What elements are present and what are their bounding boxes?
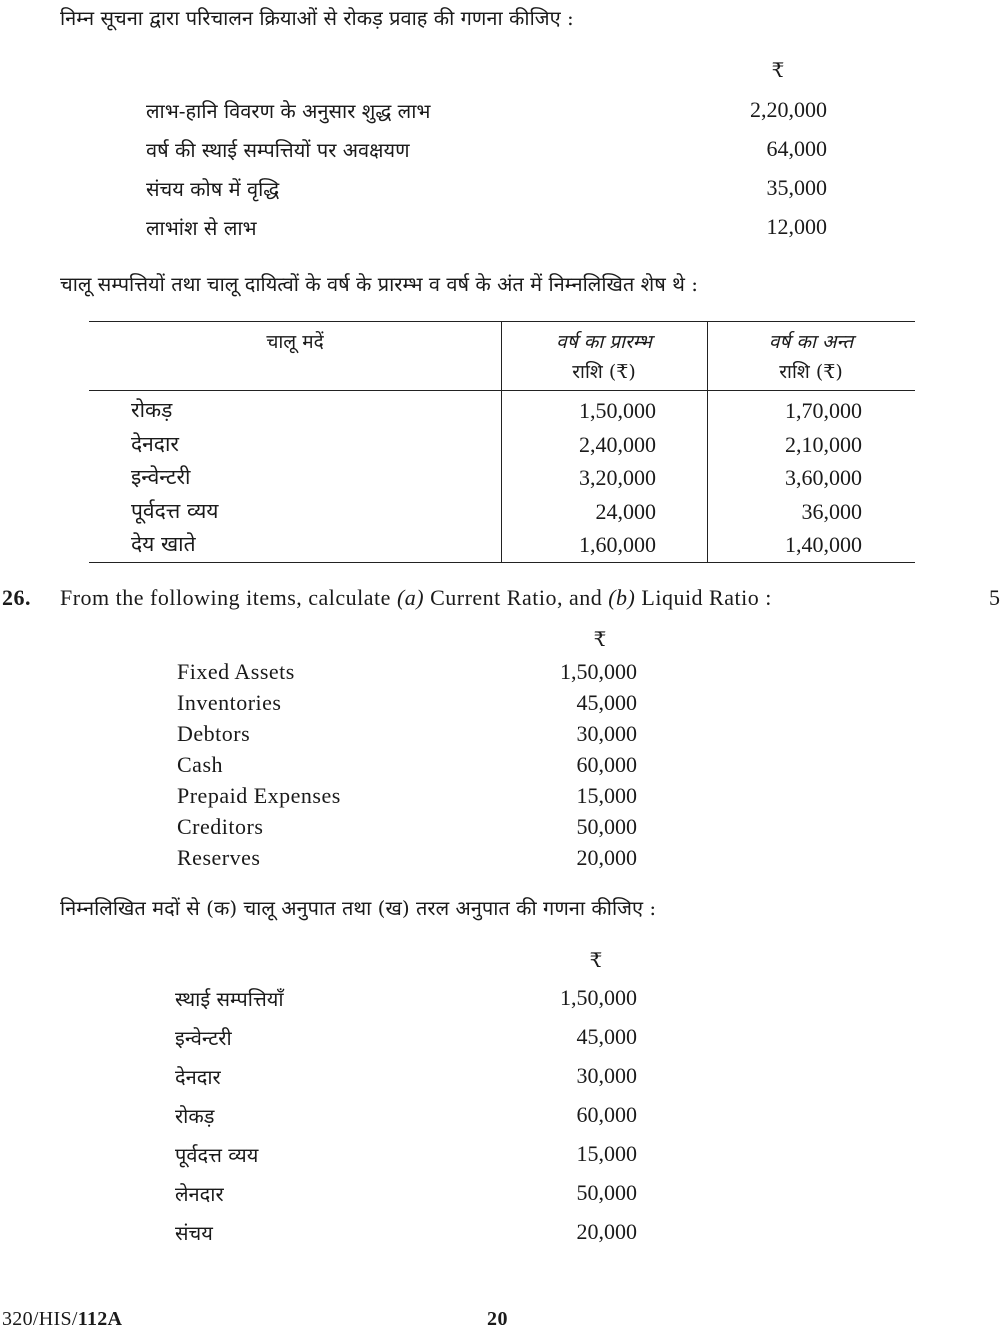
table-cell-start: 3,20,000 bbox=[579, 465, 656, 490]
table-header-end: वर्ष का अन्त bbox=[768, 331, 854, 353]
question-text-part: From the following items, calculate bbox=[60, 585, 391, 610]
english-item-label: Reserves bbox=[177, 845, 261, 870]
cashflow-item-value: 64,000 bbox=[766, 136, 827, 161]
table-cell-start: 24,000 bbox=[595, 499, 656, 524]
english-item-label: Debtors bbox=[177, 721, 251, 746]
hindi-item-value: 20,000 bbox=[576, 1219, 637, 1244]
table-cell-item: देय खाते bbox=[131, 532, 196, 556]
paper-code-suffix: 112A bbox=[77, 1308, 123, 1330]
table-cell-end: 1,40,000 bbox=[785, 532, 862, 557]
hindi-item-label: संचय bbox=[175, 1221, 213, 1245]
hindi-item-value: 60,000 bbox=[576, 1102, 637, 1127]
question-text-part: Current Ratio, and bbox=[430, 585, 603, 610]
cashflow-item-value: 2,20,000 bbox=[750, 97, 827, 122]
question-marker-a: (a) bbox=[396, 585, 425, 610]
question-marker-b: (b) bbox=[608, 585, 636, 610]
table-cell-item: देनदार bbox=[131, 432, 179, 456]
table-cell-item: पूर्वदत्त व्यय bbox=[131, 499, 219, 523]
hindi-item-label: स्थाई सम्पत्तियाँ bbox=[175, 987, 284, 1011]
table-header-start-unit: राशि (₹) bbox=[572, 361, 636, 383]
table-header-rule bbox=[89, 390, 915, 391]
english-item-value: 45,000 bbox=[576, 690, 637, 715]
table-cell-item: इन्वेन्टरी bbox=[131, 465, 191, 489]
hindi-item-label: पूर्वदत्त व्यय bbox=[175, 1143, 259, 1167]
cashflow-item-value: 35,000 bbox=[766, 175, 827, 200]
hindi-item-label: देनदार bbox=[175, 1065, 221, 1089]
paper-code-prefix: 320/HIS/ bbox=[2, 1308, 78, 1330]
english-item-label: Creditors bbox=[177, 814, 264, 839]
table-cell-start: 2,40,000 bbox=[579, 432, 656, 457]
english-item-label: Prepaid Expenses bbox=[177, 783, 341, 808]
question-number: 26. bbox=[2, 585, 31, 610]
table-cell-start: 1,50,000 bbox=[579, 398, 656, 423]
cashflow-item-label: लाभांश से लाभ bbox=[146, 216, 257, 240]
table-cell-end: 2,10,000 bbox=[785, 432, 862, 457]
table-cell-end: 3,60,000 bbox=[785, 465, 862, 490]
rupee-symbol-header: ₹ bbox=[771, 58, 785, 82]
hindi-item-label: रोकड़ bbox=[175, 1104, 215, 1128]
table-header-start: वर्ष का प्रारम्भ bbox=[556, 331, 652, 353]
page-number: 20 bbox=[487, 1308, 508, 1330]
rupee-symbol-header: ₹ bbox=[593, 627, 607, 651]
hindi-item-value: 1,50,000 bbox=[560, 985, 637, 1010]
cashflow-item-value: 12,000 bbox=[766, 214, 827, 239]
english-item-value: 15,000 bbox=[576, 783, 637, 808]
hindi-item-value: 50,000 bbox=[576, 1180, 637, 1205]
english-item-value: 20,000 bbox=[576, 845, 637, 870]
english-item-label: Inventories bbox=[177, 690, 282, 715]
question-text-part: Liquid Ratio : bbox=[641, 585, 772, 610]
english-item-value: 30,000 bbox=[576, 721, 637, 746]
paper-code bbox=[2, 1308, 122, 1331]
cashflow-intro: निम्न सूचना द्वारा परिचालन क्रियाओं से रोकड़ प्रवाह की गणना कीजिए : bbox=[60, 6, 574, 30]
english-item-label: Fixed Assets bbox=[177, 659, 295, 684]
table-header-end-unit: राशि (₹) bbox=[779, 361, 843, 383]
current-items-table bbox=[89, 321, 915, 563]
hindi-item-label: लेनदार bbox=[175, 1182, 224, 1206]
question-text bbox=[60, 585, 772, 611]
table-intro: चालू सम्पत्तियों तथा चालू दायित्वों के वर्ष के प्रारम्भ व वर्ष के अंत में निम्नलिखित शेष थे : bbox=[60, 272, 699, 296]
rupee-symbol-header: ₹ bbox=[589, 948, 603, 972]
table-header-item: चालू मदें bbox=[266, 331, 324, 353]
hindi-item-value: 15,000 bbox=[576, 1141, 637, 1166]
english-item-label: Cash bbox=[177, 752, 223, 777]
question-marks: 5 bbox=[989, 585, 1001, 610]
cashflow-item-label: लाभ-हानि विवरण के अनुसार शुद्ध लाभ bbox=[146, 99, 431, 123]
english-item-value: 60,000 bbox=[576, 752, 637, 777]
table-cell-item: रोकड़ bbox=[131, 398, 173, 422]
table-cell-start: 1,60,000 bbox=[579, 532, 656, 557]
hindi-item-value: 30,000 bbox=[576, 1063, 637, 1088]
english-item-value: 50,000 bbox=[576, 814, 637, 839]
table-cell-end: 1,70,000 bbox=[785, 398, 862, 423]
cashflow-item-label: संचय कोष में वृद्धि bbox=[146, 177, 280, 201]
hindi-item-label: इन्वेन्टरी bbox=[175, 1026, 232, 1050]
english-item-value: 1,50,000 bbox=[560, 659, 637, 684]
cashflow-item-label: वर्ष की स्थाई सम्पत्तियों पर अवक्षयण bbox=[146, 138, 410, 162]
hindi-item-value: 45,000 bbox=[576, 1024, 637, 1049]
hindi-question-intro: निम्नलिखित मदों से (क) चालू अनुपात तथा (ख) तरल अनुपात की गणना कीजिए : bbox=[60, 896, 657, 920]
table-cell-end: 36,000 bbox=[801, 499, 862, 524]
